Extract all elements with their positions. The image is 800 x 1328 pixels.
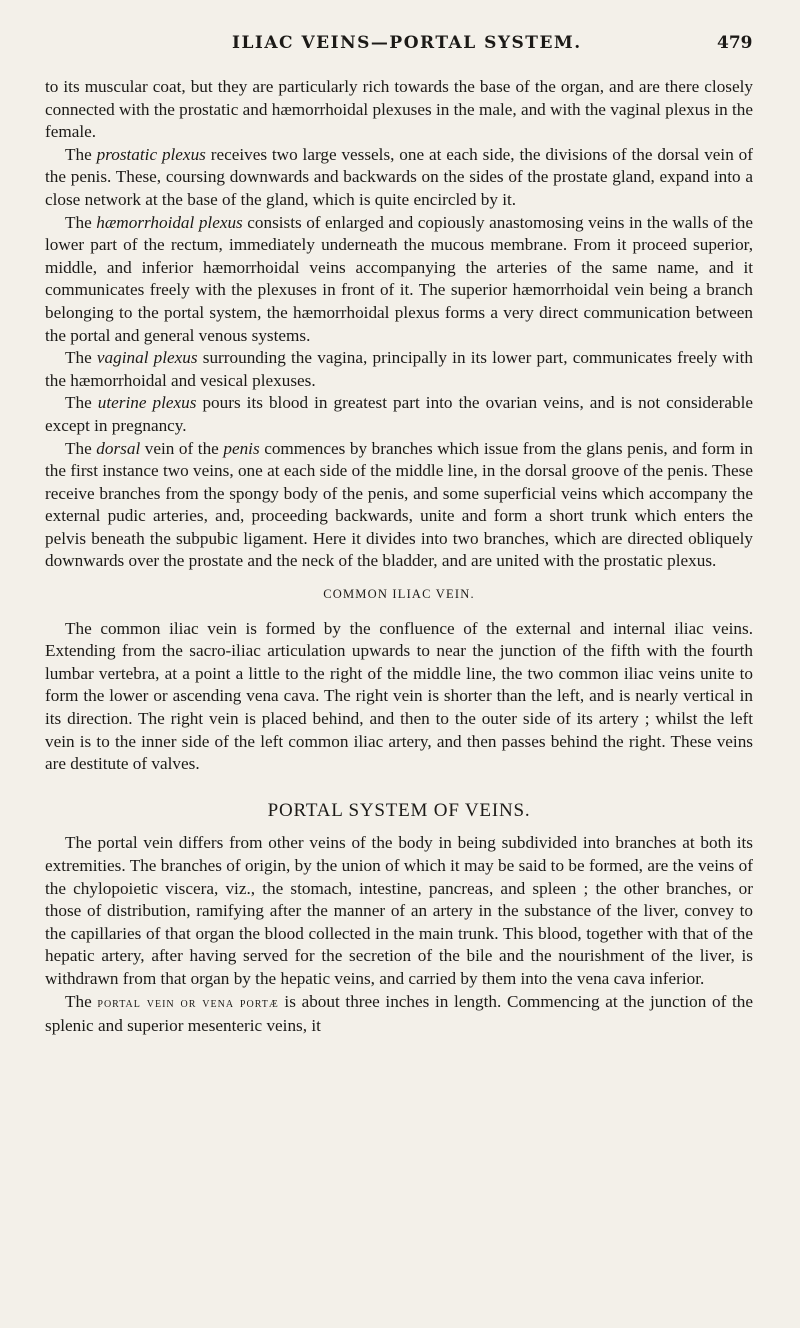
paragraph-continued: to its muscular coat, but they are particularly rich towards the base of the organ, and are there closely connected with the prostatic and hæmorrhoidal plexuses in the male, and with the vaginal plexus in the female. [45, 77, 753, 142]
running-title: ILIAC VEINS—PORTAL SYSTEM. [232, 33, 582, 53]
paragraph-dorsal-vein: The dorsal vein of the penis commences by branches which issue from the glans penis, and form in the first instance two veins, one at each side of the middle line, in the dorsal groove of the penis. These receive branches from the spongy body of the penis, and some superficial veins which accompany the external pudic arteries, and, proceeding backwards, unite and form a short trunk which enters the pelvis beneath the subpubic ligament. Here it divides into two branches, which are directed obliquely downwards over the prostate and the neck of the bladder, and are united with the prostatic plexus. [45, 438, 753, 571]
term-haemorrhoidal-plexus: hæmorrhoidal plexus [96, 212, 243, 232]
paragraph-uterine-plexus: The uterine plexus pours its blood in greatest part into the ovarian veins, and is not considerable except in pregnancy. [45, 393, 753, 435]
paragraph-vaginal-plexus: The vaginal plexus surrounding the vagina, principally in its lower part, communicates freely with the hæmorrhoidal and vesical plexuses. [45, 348, 753, 390]
paragraph-portal-vein: The portal vein differs from other veins of the body in being subdivided into branches at both its extremities. The branches of origin, by the union of which it may be said to be formed, are the veins of the chylopoietic viscera, viz., the stomach, intestine, pancreas, and spleen ; the other branches, or those of distribution, ramifying after the manner of an artery in the substance of the liver, convey to the capillaries of that organ the blood collected in the main trunk. This blood, together with that of the hepatic artery, after having served for the secretion of the bile and the nourishment of the liver, is withdrawn from that organ by the hepatic veins, and carried by them into the vena cava inferior. [45, 833, 753, 988]
section-heading-portal-system: PORTAL SYSTEM OF VEINS. [267, 799, 531, 821]
term-uterine-plexus: uterine plexus [97, 393, 197, 413]
paragraph-vena-portae: The portal vein or vena portæ is about three inches in length. Commencing at the junction of the splenic and superior mesenteric veins, it [45, 991, 753, 1036]
term-vaginal-plexus: vaginal plexus [96, 348, 198, 368]
running-header [0, 33, 800, 55]
body-text [45, 76, 753, 1038]
term-prostatic-plexus: prostatic plexus [96, 144, 206, 164]
page-number: 479 [717, 33, 753, 53]
paragraph-prostatic-plexus: The prostatic plexus receives two large vessels, one at each side, the divisions of the dorsal vein of the penis. These, coursing downwards and backwards on the sides of the prostate gland, expand into a close network at the base of the gland, which is quite encircled by it. [45, 144, 753, 209]
term-vena-portae: portal vein or vena portæ [97, 995, 279, 1011]
term-dorsal: dorsal [96, 438, 141, 458]
paragraph-common-iliac: The common iliac vein is formed by the confluence of the external and internal iliac veins. Extending from the sacro-iliac articulation upwards to near the junction of the fifth with the fourth lumbar vertebra, at a point a little to the right of the middle line, the two common iliac veins unite to form the lower or ascending vena cava. The right vein is shorter than the left, and is nearly vertical in its direction. The right vein is placed behind, and then to the outer side of its artery ; whilst the left vein is to the inner side of the left common iliac artery, and then passes behind the right. These veins are destitute of valves. [45, 618, 753, 774]
term-penis: penis [223, 438, 260, 458]
subheading-common-iliac-vein: COMMON ILIAC VEIN. [323, 587, 475, 602]
paragraph-haemorrhoidal-plexus: The hæmorrhoidal plexus consists of enlarged and copiously anastomosing veins in the walls of the lower part of the rectum, immediately underneath the mucous membrane. From it proceed superior, middle, and inferior hæmorrhoidal veins accompanying the arteries of the same name, and it communicates freely with the plexuses in front of it. The superior hæmorrhoidal vein being a branch belonging to the portal system, the hæmorrhoidal plexus forms a very direct communication between the portal and general venous systems. [45, 212, 753, 345]
